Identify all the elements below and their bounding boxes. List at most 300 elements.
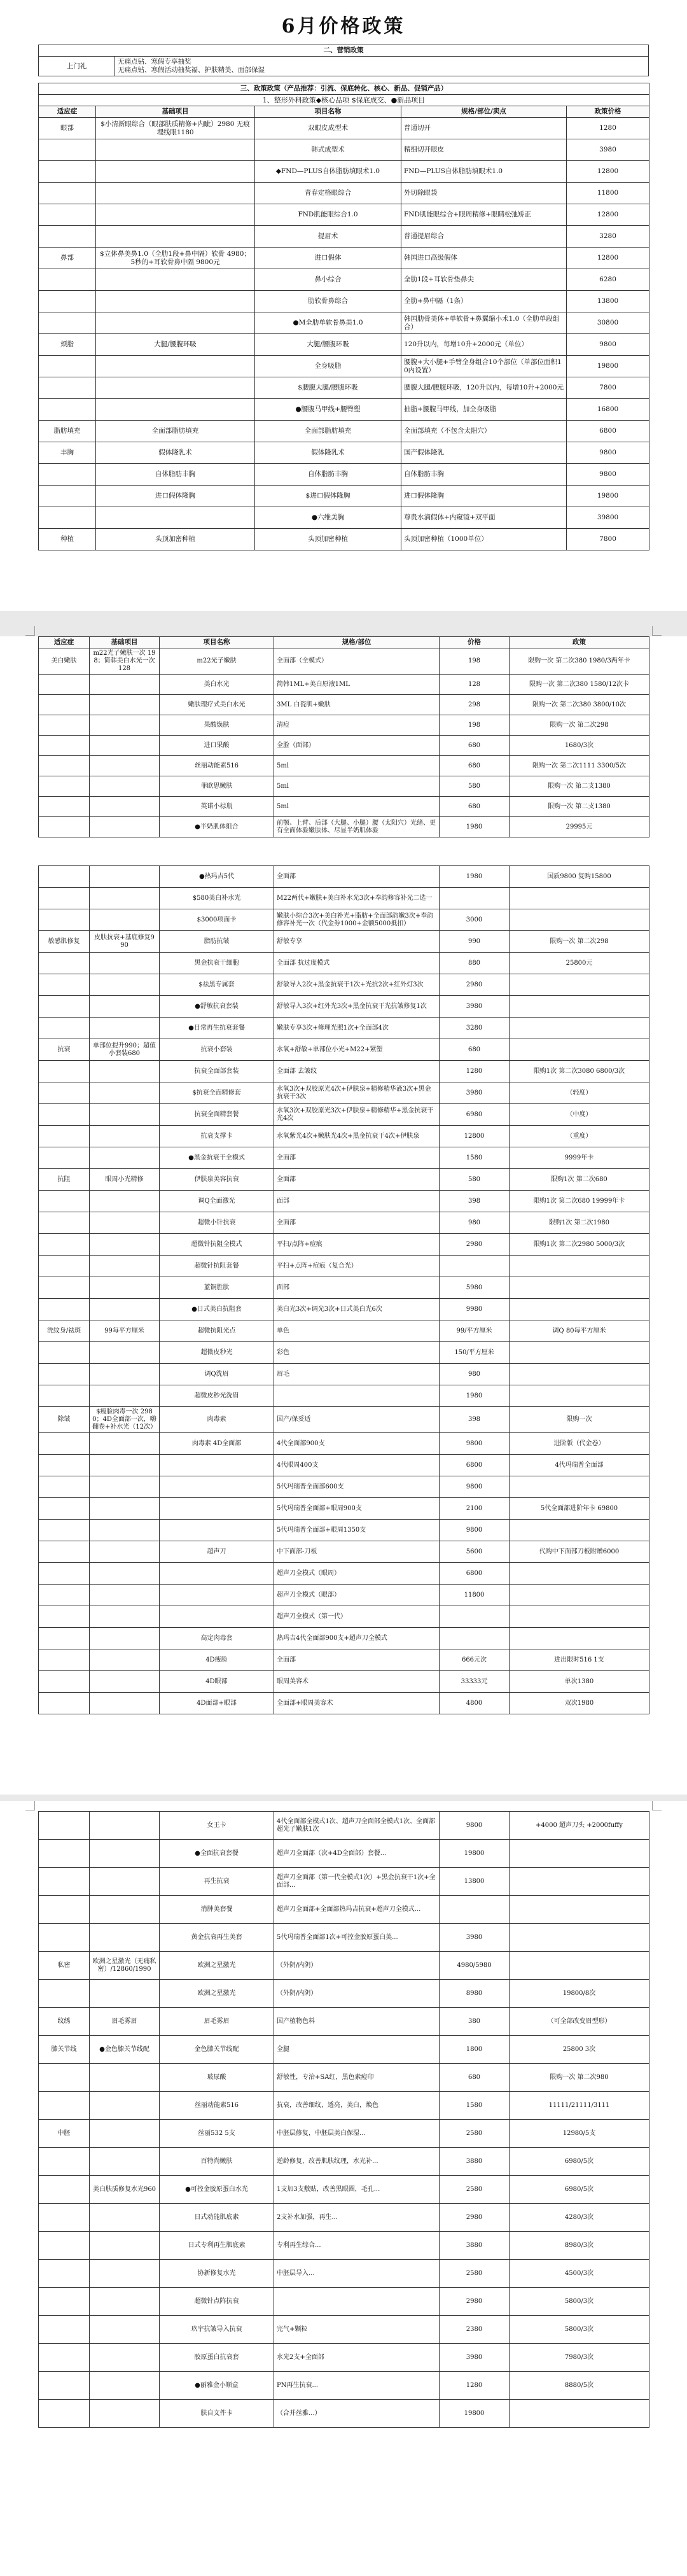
table-row: [39, 2260, 649, 2288]
table-cell: 6980: [440, 1104, 510, 1126]
table-cell: [96, 204, 255, 226]
package-policy-rows: [39, 1812, 649, 2428]
table-cell: [90, 1628, 160, 1649]
table-cell: 肋软骨鼻综合: [255, 291, 401, 312]
table-cell: 中胚层导入...: [274, 2260, 440, 2288]
table-cell: 水光2支+全面部: [274, 2344, 440, 2372]
table-cell: 4800: [440, 1693, 510, 1714]
table-cell: [90, 2204, 160, 2232]
table-row: [39, 953, 649, 974]
table-cell: [39, 1520, 90, 1541]
table-row: [39, 1234, 649, 1256]
table-cell: 抽脂+腰腹马甲线，加全身吸脂: [401, 399, 567, 421]
table-cell: 精细切开眼皮: [401, 139, 567, 161]
table-row: [39, 2064, 649, 2092]
table-row: [39, 931, 649, 953]
table-cell: [90, 756, 160, 776]
table-cell: 进出限时516 1支: [510, 1649, 649, 1671]
table-cell: [90, 1364, 160, 1385]
table-cell: [39, 2092, 90, 2120]
table-row: [39, 695, 649, 715]
table-cell: 5代全面部进阶年卡 69800: [510, 1498, 649, 1520]
table-cell: 黄金抗衰再生美套: [160, 1924, 274, 1952]
crop-mark: [652, 1801, 662, 1810]
table-cell: $3000项面卡: [160, 909, 274, 931]
table-cell: 5代玛瑞普全面部+眼周900支: [274, 1498, 440, 1520]
table-row: [39, 1169, 649, 1191]
table-cell: 9800: [440, 1476, 510, 1498]
table-cell: 抗衰全面精套餐: [160, 1104, 274, 1126]
table-cell: 3880: [440, 2232, 510, 2260]
table-cell: 颊脂: [39, 334, 96, 356]
table-cell: 限购1次 第二次1980: [510, 1212, 649, 1234]
table-cell: [510, 1476, 649, 1498]
table-cell: 皮肤抗衰+基底修复990: [90, 931, 160, 953]
col-header: 基础项目: [90, 637, 160, 648]
table-cell: FND肌能眼综合1.0: [255, 204, 401, 226]
table-cell: 嫩肤小综合3次+美白补光+脂肪+全面部韵嫩3次+奉韵修容补光一次（代金券1000+金额5000抵扣）: [274, 909, 440, 931]
crop-mark: [25, 626, 35, 636]
table-cell: 美白水光: [160, 675, 274, 695]
table-row: [39, 1924, 649, 1952]
table-cell: 全面部: [274, 1212, 440, 1234]
table-cell: 680: [440, 2064, 510, 2092]
table-cell: [96, 377, 255, 399]
table-cell: 自体脂肪丰胸: [96, 464, 255, 486]
table-cell: 抗衰小套装: [160, 1039, 274, 1061]
table-cell: 超微抗阻光点: [160, 1320, 274, 1342]
table-cell: 超声刀全模式（眼部）: [274, 1585, 440, 1606]
table-cell: [39, 2400, 90, 2428]
table-cell: 脂肪抗皱: [160, 931, 274, 953]
table-cell: 单色: [274, 1320, 440, 1342]
table-cell: 舒敏专享: [274, 931, 440, 953]
table-cell: [510, 1342, 649, 1364]
table-cell: 680: [440, 736, 510, 756]
table-cell: 9800: [440, 1520, 510, 1541]
table-row: [39, 183, 649, 204]
table-cell: 全面部: [274, 866, 440, 888]
table-cell: [90, 2092, 160, 2120]
table-cell: 1580: [440, 2092, 510, 2120]
table-cell: [90, 1385, 160, 1407]
table-cell: [90, 1104, 160, 1126]
table-cell: 3000: [440, 909, 510, 931]
table-cell: [90, 817, 160, 837]
table-cell: [90, 1277, 160, 1299]
table-cell: [39, 312, 96, 334]
table-row: [39, 1104, 649, 1126]
table-cell: 美白嫩肤: [39, 648, 90, 675]
table-cell: [96, 161, 255, 183]
table-row: [39, 2400, 649, 2428]
table-cell: 限购一次 第二次1111 3300/5次: [510, 756, 649, 776]
table-cell: 9800: [440, 1812, 510, 1840]
table-cell: [39, 797, 90, 817]
table-row: [39, 1342, 649, 1364]
table-cell: 4D瘦脸: [160, 1649, 274, 1671]
table-cell: 前颚、上臂、后部（大腿、小腿）腰（太阳穴）光绪、更有全面体验嫩肤体、尽显半奶肌体验: [274, 817, 440, 837]
table-row: [39, 161, 649, 183]
table-cell: 5ml: [274, 776, 440, 797]
table-cell: [510, 1840, 649, 1868]
table-cell: [39, 2344, 90, 2372]
table-cell: [39, 974, 90, 996]
table-cell: 12800: [567, 161, 649, 183]
table-cell: 2100: [440, 1498, 510, 1520]
table-cell: 舒敏导入3次+红外光3次+黑金抗衰干光抗皱修复1次: [274, 996, 440, 1018]
table-cell: ●腰腹马甲线+腰臀塑: [255, 399, 401, 421]
table-cell: ●六维美胸: [255, 507, 401, 529]
table-cell: [39, 1104, 90, 1126]
table-cell: [96, 269, 255, 291]
table-cell: [160, 1476, 274, 1498]
table-cell: [39, 2148, 90, 2176]
table-cell: 大腿/腰腹环吸: [96, 334, 255, 356]
table-cell: [39, 909, 90, 931]
table-cell: [90, 1082, 160, 1104]
table-cell: 限购一次 第二支1380: [510, 776, 649, 797]
table-cell: [90, 1606, 160, 1628]
table-cell: 5ml: [274, 797, 440, 817]
table-cell: [90, 2120, 160, 2148]
table-row: [39, 356, 649, 377]
table-cell: [510, 1018, 649, 1039]
table-cell: 头顶加密种植（1000单位）: [401, 529, 567, 550]
table-cell: 3880: [440, 2148, 510, 2176]
table-cell: 调Q洗眉: [160, 1364, 274, 1385]
table-cell: [90, 2316, 160, 2344]
table-cell: 4D面部+眼部: [160, 1693, 274, 1714]
table-cell: 3280: [440, 1018, 510, 1039]
table-cell: 中下面部-刀板: [274, 1541, 440, 1563]
table-cell: [39, 1868, 90, 1896]
table-cell: 5800/3次: [510, 2316, 649, 2344]
table-cell: [510, 1868, 649, 1896]
table-row: [39, 2372, 649, 2400]
table-cell: [96, 291, 255, 312]
table-cell: 超微皮秒光洗眉: [160, 1385, 274, 1407]
table-cell: 纹绣: [39, 2008, 90, 2036]
table-cell: [510, 996, 649, 1018]
table-cell: 平扫+点阵+痘痕（复合光）: [274, 1256, 440, 1277]
table-cell: [510, 909, 649, 931]
table-cell: 限购一次: [510, 1407, 649, 1433]
table-cell: 假体隆乳术: [255, 442, 401, 464]
table-row: [39, 1980, 649, 2008]
surgery-policy-table: [38, 83, 649, 550]
table-cell: [96, 356, 255, 377]
table-cell: 抗阻: [39, 1169, 90, 1191]
table-row: [39, 1256, 649, 1277]
table-cell: （中度）: [510, 1104, 649, 1126]
table-row: [39, 974, 649, 996]
table-cell: 3980: [440, 1924, 510, 1952]
table-cell: [39, 675, 90, 695]
table-cell: 热玛吉4代全面部900支+超声刀全模式: [274, 1628, 440, 1649]
table-row: [39, 1840, 649, 1868]
table-cell: 29995元: [510, 817, 649, 837]
table-cell: 980: [440, 1364, 510, 1385]
table-cell: [39, 2260, 90, 2288]
table-cell: 欧洲之星激光: [160, 1952, 274, 1980]
table-cell: 5600: [440, 1541, 510, 1563]
table-cell: 腰腹+大小腿+手臂全身组合10个部位（单部位面积10内设置）: [401, 356, 567, 377]
table-cell: [39, 776, 90, 797]
table-cell: 3ML 白瓷肌+嫩肤: [274, 695, 440, 715]
table-cell: [90, 1191, 160, 1212]
table-cell: [90, 1234, 160, 1256]
table-row: [39, 1433, 649, 1455]
table-cell: 2580: [440, 2260, 510, 2288]
table-cell: 水氧紫光4次+嫩肤光4次+黑金抗衰干4次+伊肤泉: [274, 1126, 440, 1147]
section-heading: 二、营销政策: [39, 45, 649, 57]
col-header: 政策: [510, 637, 649, 648]
table-cell: 限购1次 第二次2980 5000/3次: [510, 1234, 649, 1256]
table-cell: 超微针抗阻套餐: [160, 1256, 274, 1277]
table-row: [39, 797, 649, 817]
table-cell: $抗衰全面精修套: [160, 1082, 274, 1104]
table-cell: [510, 1952, 649, 1980]
document-title: 6月价格政策: [281, 15, 406, 38]
table-row: [39, 1018, 649, 1039]
table-row: [39, 2092, 649, 2120]
surgery-policy-rows: [39, 118, 649, 550]
table-cell: 英诺小棕瓶: [160, 797, 274, 817]
table-cell: 舒敏性，专治+SA红，黑色素痘印: [274, 2064, 440, 2092]
table-row: [39, 909, 649, 931]
table-cell: [39, 1671, 90, 1693]
table-cell: 2980: [440, 974, 510, 996]
table-cell: [90, 2260, 160, 2288]
table-cell: [90, 1585, 160, 1606]
table-row: [39, 2204, 649, 2232]
table-cell: 6800: [440, 1455, 510, 1476]
table-cell: 限购一次 第二次380 3800/10次: [510, 695, 649, 715]
table-cell: [39, 1455, 90, 1476]
table-cell: [39, 204, 96, 226]
table-cell: [510, 1520, 649, 1541]
table-row: [39, 1212, 649, 1234]
table-cell: 代购中下面部刀板附赠6000: [510, 1541, 649, 1563]
table-cell: 玻尿酸: [160, 2064, 274, 2092]
table-cell: 丝丽532 5支: [160, 2120, 274, 2148]
table-cell: [39, 2232, 90, 2260]
table-cell: 眼周小光精修: [90, 1169, 160, 1191]
table-cell: [39, 139, 96, 161]
table-cell: [90, 974, 160, 996]
table-cell: [440, 888, 510, 909]
table-cell: [90, 2148, 160, 2176]
table-cell: 3280: [567, 226, 649, 248]
table-cell: [510, 1385, 649, 1407]
table-cell: [274, 2288, 440, 2316]
table-cell: [39, 866, 90, 888]
table-cell: 韩国肋骨美体+单软骨+鼻翼缩小术1.0（全肋单段组合）: [401, 312, 567, 334]
table-cell: [90, 1812, 160, 1840]
table-cell: [39, 1126, 90, 1147]
table-cell: 19800: [567, 356, 649, 377]
table-cell: 限购一次 第二次380 1980/3两年卡: [510, 648, 649, 675]
document-page-2: [38, 636, 649, 891]
table-cell: 高定肉毒套: [160, 1628, 274, 1649]
table-cell: 双次1980: [510, 1693, 649, 1714]
table-cell: 8980: [440, 1980, 510, 2008]
table-cell: 美白光3次+调光3次+日式美白光6次: [274, 1299, 440, 1320]
table-row: [39, 507, 649, 529]
table-cell: 眼部: [39, 118, 96, 139]
table-row: [39, 421, 649, 442]
col-header: 基础项目: [96, 106, 255, 118]
table-cell: ●黑金抗衰干全模式: [160, 1147, 274, 1169]
table-cell: 12800: [567, 204, 649, 226]
table-cell: [39, 1299, 90, 1320]
table-cell: 2580: [440, 2120, 510, 2148]
table-cell: $580美白补水光: [160, 888, 274, 909]
table-cell: [39, 356, 96, 377]
table-cell: 外切除眼袋: [401, 183, 567, 204]
table-cell: FND—PLUS自体脂肪填眼术1.0: [401, 161, 567, 183]
table-cell: [90, 1693, 160, 1714]
table-cell: 4代眼周400支: [274, 1455, 440, 1476]
table-cell: $瘦脸肉毒一次 2980；4D全面部一次，嗨翻卷+补水光（12次）: [90, 1407, 160, 1433]
table-cell: [510, 888, 649, 909]
table-cell: [39, 2176, 90, 2204]
table-cell: 丝丽动能素516: [160, 756, 274, 776]
table-cell: 150/平方厘米: [440, 1342, 510, 1364]
table-cell: [39, 1896, 90, 1924]
table-cell: [39, 464, 96, 486]
table-cell: 9800: [440, 1433, 510, 1455]
table-cell: [39, 1212, 90, 1234]
table-cell: 30800: [567, 312, 649, 334]
table-cell: [39, 1693, 90, 1714]
table-cell: [39, 1256, 90, 1277]
table-row: [39, 1385, 649, 1407]
table-cell: [39, 1924, 90, 1952]
table-cell: [510, 1299, 649, 1320]
table-row: [39, 2288, 649, 2316]
table-cell: 128: [440, 675, 510, 695]
table-row: [39, 1147, 649, 1169]
table-cell: [39, 1980, 90, 2008]
table-cell: 进阶版（代金卷）: [510, 1433, 649, 1455]
table-cell: 12980/5支: [510, 2120, 649, 2148]
table-cell: [510, 1277, 649, 1299]
table-row: [39, 226, 649, 248]
table-cell: 8980/3次: [510, 2232, 649, 2260]
table-cell: 全面部脂肪填充: [255, 421, 401, 442]
anti-aging-policy-rows: [39, 866, 649, 1714]
table-cell: [510, 1585, 649, 1606]
table-cell: [90, 715, 160, 736]
table-cell: 自体脂肪丰胸: [255, 464, 401, 486]
table-cell: [39, 1364, 90, 1385]
table-row: [39, 1649, 649, 1671]
table-cell: ●日常再生抗衰套餐: [160, 1018, 274, 1039]
table-cell: 13800: [567, 291, 649, 312]
table-cell: 6980/5次: [510, 2148, 649, 2176]
table-cell: （重度）: [510, 1126, 649, 1147]
table-cell: m22光子嫩肤一次 198；简韩美白水光一次 128: [90, 648, 160, 675]
table-cell: 19800: [440, 2400, 510, 2428]
table-cell: 限购1次 第二次680: [510, 1169, 649, 1191]
table-cell: 限购一次 第二次298: [510, 715, 649, 736]
table-cell: 7800: [567, 377, 649, 399]
table-row: [39, 1277, 649, 1299]
table-cell: 进口假体: [255, 248, 401, 269]
table-cell: 国产/保妥适: [274, 1407, 440, 1433]
table-cell: 5代玛瑞普全面部600支: [274, 1476, 440, 1498]
table-cell: 简韩1ML+美白原液1ML: [274, 675, 440, 695]
table-row: [39, 888, 649, 909]
table-cell: [39, 1541, 90, 1563]
table-cell: 平扫/点阵+痘痕: [274, 1234, 440, 1256]
table-cell: $小清新眼综合（眼部肤质精修+内眦）2980 无痕埋线眼1180: [96, 118, 255, 139]
table-cell: 尊贵水滴假体+内窥镜+双平面: [401, 507, 567, 529]
table-cell: ●热玛吉5代: [160, 866, 274, 888]
table-cell: [440, 1896, 510, 1924]
table-cell: [510, 1256, 649, 1277]
table-cell: 超声刀全面部（次+4D全面部）套餐...: [274, 1840, 440, 1868]
table-cell: [39, 1147, 90, 1169]
table-cell: 超声刀全模式（第一代）: [274, 1606, 440, 1628]
table-row: [39, 1299, 649, 1320]
table-row: [39, 269, 649, 291]
table-cell: [39, 183, 96, 204]
table-cell: [510, 1606, 649, 1628]
table-cell: [90, 1980, 160, 2008]
table-cell: 水氧3次+双胶原光3次+伊肤泉+精修精华+黑金抗衰干光4次: [274, 1104, 440, 1126]
table-cell: 头顶加密种植: [96, 529, 255, 550]
table-cell: 眉毛雾眉: [160, 2008, 274, 2036]
table-row: [39, 1541, 649, 1563]
table-cell: [90, 675, 160, 695]
table-cell: （外阴/内阴）: [274, 1980, 440, 2008]
table-cell: [160, 1606, 274, 1628]
table-cell: 超微小针抗衰: [160, 1212, 274, 1234]
table-cell: [90, 866, 160, 888]
table-cell: 6800: [440, 1563, 510, 1585]
table-cell: 限购一次 第二次980: [510, 2064, 649, 2092]
table-cell: 限购一次 第二次380 1580/12次卡: [510, 675, 649, 695]
table-cell: [510, 1039, 649, 1061]
table-cell: 女王卡: [160, 1812, 274, 1840]
table-cell: 11800: [440, 1585, 510, 1606]
table-cell: 11111/21111/3111: [510, 2092, 649, 2120]
table-cell: 9800: [567, 464, 649, 486]
table-row: [39, 1896, 649, 1924]
package-policy-table: [38, 1811, 649, 2428]
table-cell: 再生抗衰: [160, 1868, 274, 1896]
table-cell: 洗纹身/祛斑: [39, 1320, 90, 1342]
col-header: 适应症: [39, 106, 96, 118]
table-cell: 大腿/腰腹环吸: [255, 334, 401, 356]
table-cell: 日式动能肌底素: [160, 2204, 274, 2232]
crop-mark: [652, 626, 662, 636]
skin-policy-rows: [39, 648, 649, 837]
table-cell: [39, 269, 96, 291]
table-cell: 进口果酸: [160, 736, 274, 756]
gift-line: 无痛点钻、寒假活动抽奖福、护肤精美、面部保湿: [118, 66, 265, 74]
table-cell: 120升以内，每增10升+2000元（单位）: [401, 334, 567, 356]
table-cell: 全面部 去皱纹: [274, 1061, 440, 1082]
table-cell: [90, 1541, 160, 1563]
table-cell: 调Q 80每平方厘米: [510, 1320, 649, 1342]
table-cell: [96, 507, 255, 529]
table-cell: [90, 1520, 160, 1541]
table-cell: [510, 1924, 649, 1952]
